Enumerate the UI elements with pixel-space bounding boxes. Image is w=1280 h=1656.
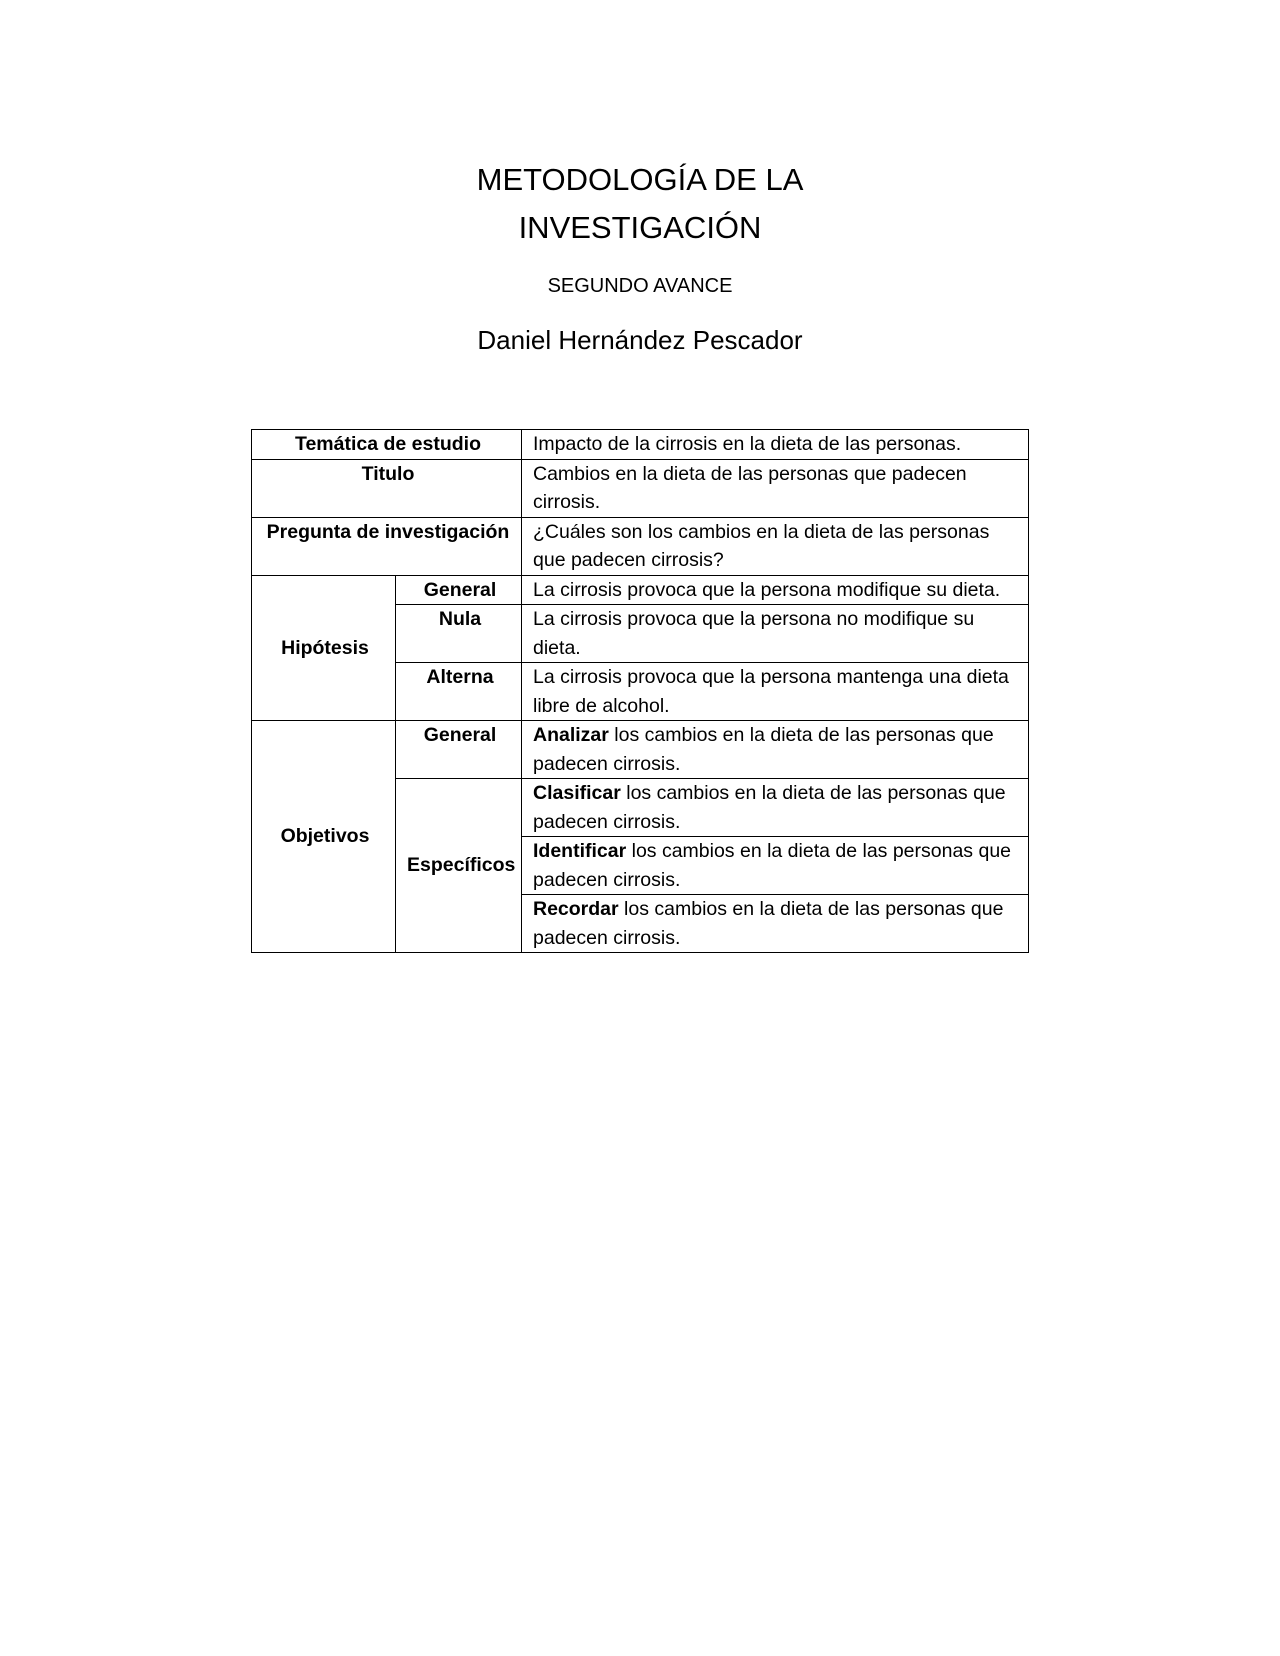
- table-row-pregunta: [252, 517, 1029, 575]
- table-row-tematica: [252, 430, 1029, 460]
- titulo-value: Cambios en la dieta de las personas que padecen cirrosis.: [522, 459, 1029, 517]
- objetivo-especifico-value: [522, 895, 1029, 953]
- hipotesis-alterna-label: Alterna: [396, 663, 522, 721]
- objetivo-general-label: General: [396, 721, 522, 779]
- table-row-hipotesis-general: [252, 575, 1029, 605]
- hipotesis-label: Hipótesis: [252, 575, 396, 721]
- table-row-objetivo-general: [252, 721, 1029, 779]
- pregunta-label: Pregunta de investigación: [252, 517, 522, 575]
- tematica-label: Temática de estudio: [252, 430, 522, 460]
- hipotesis-nula-value: La cirrosis provoca que la persona no modifique su dieta.: [522, 605, 1029, 663]
- page-title: [0, 156, 1280, 252]
- objetivos-label: Objetivos: [252, 721, 396, 953]
- title-line-2: INVESTIGACIÓN: [518, 210, 762, 245]
- titulo-label: Titulo: [252, 459, 522, 517]
- tematica-value: Impacto de la cirrosis en la dieta de las personas.: [522, 430, 1029, 460]
- table-row-titulo: [252, 459, 1029, 517]
- objetivo-general-verb: Analizar: [533, 724, 609, 746]
- objetivo-general-text: los cambios en la dieta de las personas que padecen cirrosis.: [533, 724, 994, 775]
- objetivo-especifico-value: [522, 779, 1029, 837]
- title-line-1: METODOLOGÍA DE LA: [476, 162, 804, 197]
- objetivo-especifico-value: [522, 837, 1029, 895]
- objetivo-especifico-verb: Identificar: [533, 840, 627, 862]
- hipotesis-alterna-value: La cirrosis provoca que la persona mantenga una dieta libre de alcohol.: [522, 663, 1029, 721]
- objetivo-especifico-verb: Recordar: [533, 898, 619, 920]
- hipotesis-general-value: La cirrosis provoca que la persona modifique su dieta.: [522, 575, 1029, 605]
- hipotesis-nula-label: Nula: [396, 605, 522, 663]
- objetivo-especifico-text: los cambios en la dieta de las personas que padecen cirrosis.: [533, 782, 1006, 833]
- research-summary-table: [251, 429, 1029, 953]
- subtitle: SEGUNDO AVANCE: [547, 275, 733, 297]
- objetivo-especifico-text: los cambios en la dieta de las personas que padecen cirrosis.: [533, 898, 1004, 949]
- objetivo-general-value: [522, 721, 1029, 779]
- objetivo-especifico-text: los cambios en la dieta de las personas que padecen cirrosis.: [533, 840, 1012, 891]
- objetivos-especificos-label: Específicos: [396, 779, 522, 953]
- hipotesis-general-label: General: [396, 575, 522, 605]
- objetivo-especifico-verb: Clasificar: [533, 782, 621, 804]
- author-name: Daniel Hernández Pescador: [477, 325, 803, 355]
- pregunta-value: ¿Cuáles son los cambios en la dieta de las personas que padecen cirrosis?: [522, 517, 1029, 575]
